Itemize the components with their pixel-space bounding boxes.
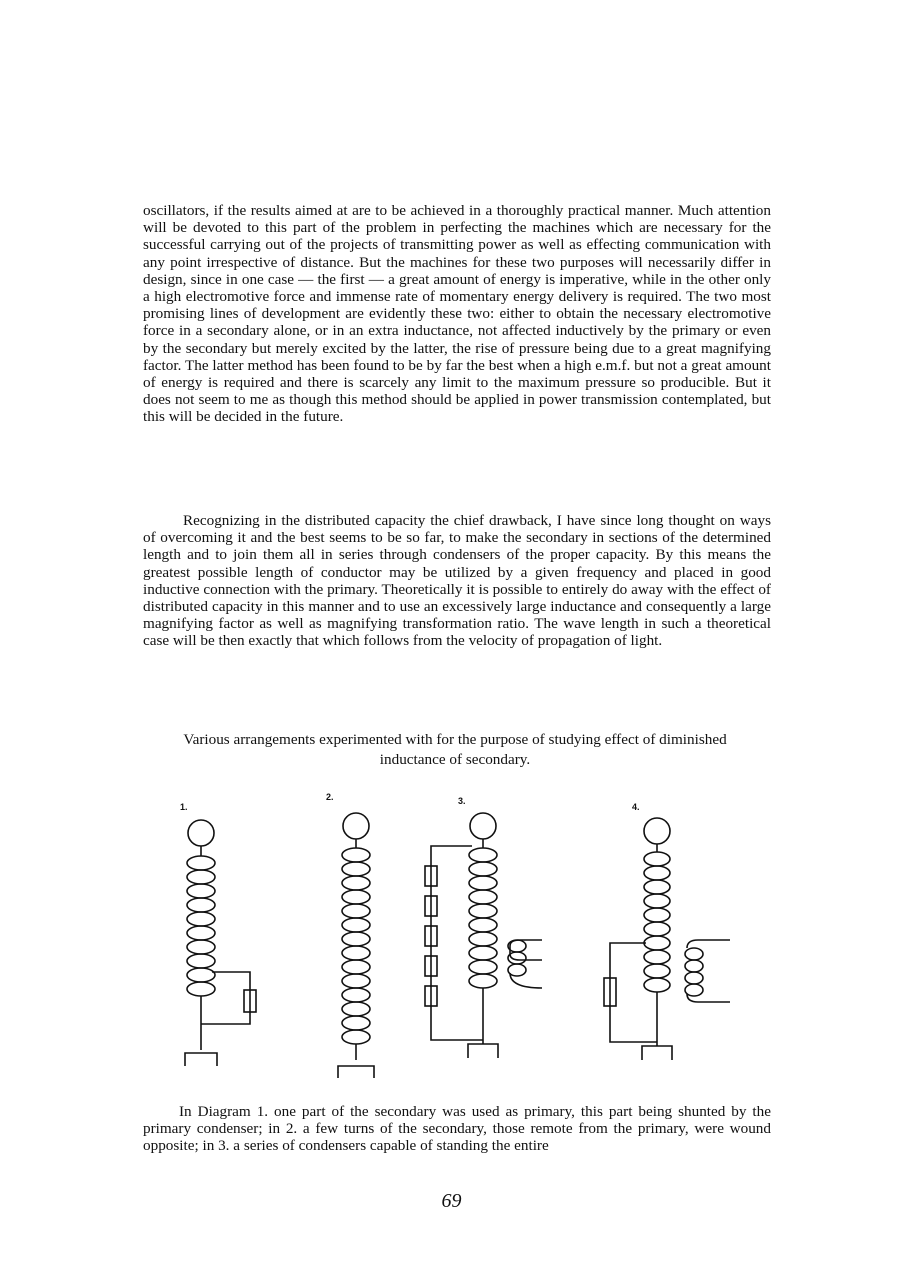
page-number: 69 xyxy=(441,1190,462,1212)
condenser-4 xyxy=(604,978,616,1006)
diagram-4-label: 4. xyxy=(632,802,640,812)
diagram-1 xyxy=(180,802,256,1066)
secondary-coil-3 xyxy=(469,848,497,988)
diagram-2-label: 2. xyxy=(326,792,334,802)
paragraph-distributed-capacity: Recognizing in the distributed capacity the chief drawback, I have since long thought on ways of overcoming it and the best seems to be so far, to make the secondary in sections of the determined length and to join them all in series through condensers of the proper capacity. By this means the greatest possible length of conductor may be utilized by a given frequency and placed in good inductive connection with the primary. Theoretically it is possible to entirely do away with the effect of distributed capacity in this manner and to use an excessively large inductance and consequently a large magnifying factor as well as magnifying transformation ratio. The wave length in such a theoretical case will be then exactly that which follows from the velocity of propagation of light. xyxy=(143,512,771,650)
paragraph-oscillators: oscillators, if the results aimed at are to be achieved in a thoroughly practical manner. Much attention will be devoted to this part of the problem in perfecting the machines which are necessary for the successful carrying out of the projects of transmitting power as well as effecting communication with any point irrespective of distance. But the machines for these two purposes will necessarily differ in design, since in one case — the first — a great amount of energy is imperative, while in the other only a high electromotive force and immense rate of momentary energy delivery is required. The two most promising lines of development are evidently these two: either to obtain the necessary electromotive force in a secondary alone, or in an extra inductance, not affected inductively by the primary or even by the secondary but merely excited by the latter, the rise of pressure being due to a great magnifying factor. The latter method has been found to be by far the best when a high e.m.f. but not a great amount of energy is required and there is scarcely any limit to the maximum pressure so producible. But it does not seem to me as though this method should be applied in power transmission contemplated, but this will be decided in the future. xyxy=(143,202,771,426)
diagram-3 xyxy=(425,796,542,1058)
series-condensers-3 xyxy=(425,866,437,1006)
figure-caption: Various arrangements experimented with for the purpose of studying effect of diminished inductance of secondary. xyxy=(183,731,727,768)
secondary-coil-4 xyxy=(644,852,670,992)
secondary-coil-2 xyxy=(342,848,370,1044)
primary-coil-4 xyxy=(685,940,730,1002)
diagram-4 xyxy=(604,802,730,1060)
diagram-3-label: 3. xyxy=(458,796,466,806)
diagram-1-label: 1. xyxy=(180,802,188,812)
condenser-1 xyxy=(244,990,256,1012)
paragraph-diagram-explanation: In Diagram 1. one part of the secondary was used as primary, this part being shunted by the primary condenser; in 2. a few turns of the secondary, those remote from the primary, were wound opposite; in 3. a series of condensers capable of standing the entire xyxy=(143,1103,771,1155)
diagram-2 xyxy=(326,792,374,1078)
secondary-coil-1 xyxy=(187,856,215,996)
coil-diagrams-figure xyxy=(150,788,750,1088)
primary-coil-3 xyxy=(508,940,542,988)
